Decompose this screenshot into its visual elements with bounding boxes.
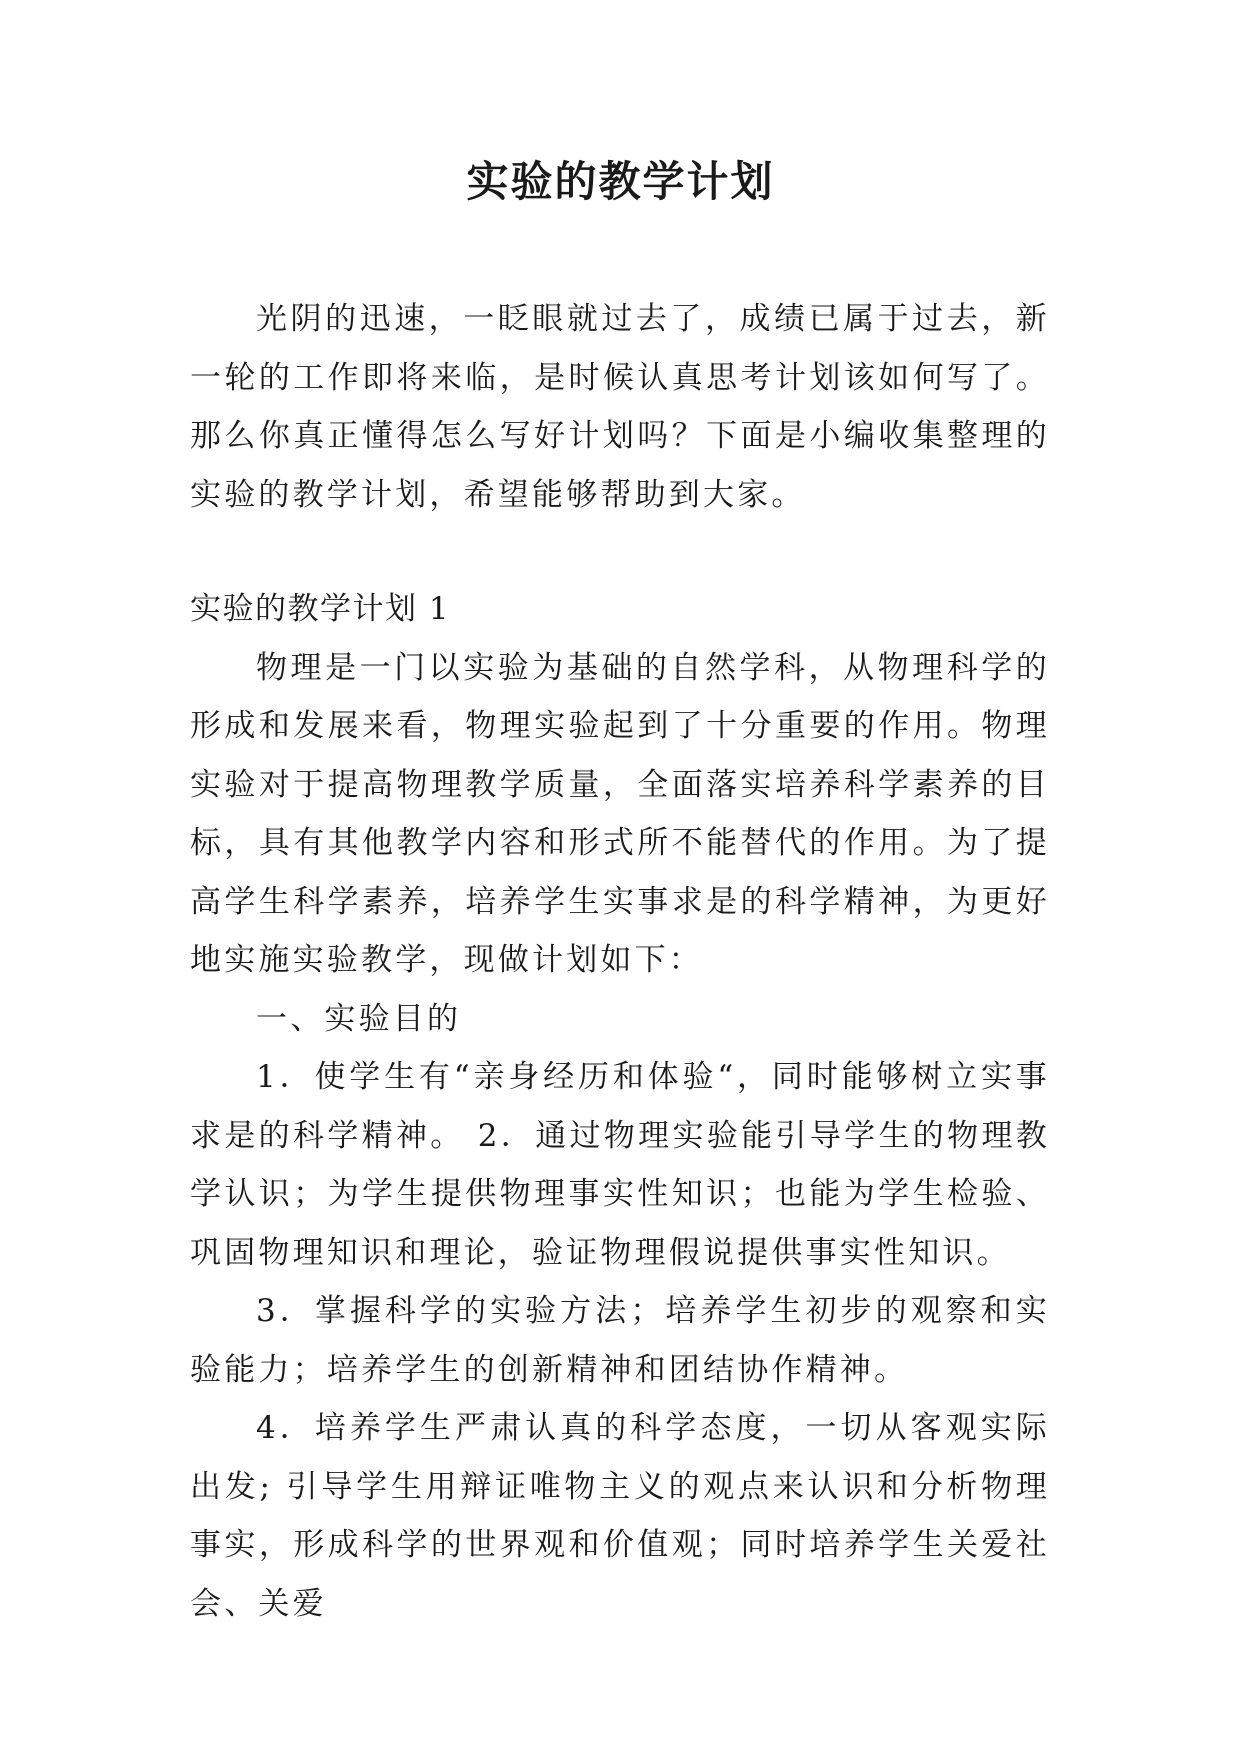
subsection-heading: 一、实验目的: [256, 1000, 462, 1037]
document-title: 实验的教学计划: [466, 157, 775, 206]
intro-block: [190, 290, 1050, 524]
list-item-3: 3．掌握科学的实验方法；培养学生初步的观察和实验能力；培养学生的创新精神和团结协作精神。: [190, 1293, 1050, 1388]
intro-paragraph: 光阴的迅速，一眨眼就过去了，成绩已属于过去，新一轮的工作即将来临，是时候认真思考计划该如何写了。那么你真正懂得怎么写好计划吗？下面是小编收集整理的实验的教学计划，希望能够帮助到大家。: [190, 301, 1050, 513]
section-paragraph: 物理是一门以实验为基础的自然学科，从物理科学的形成和发展来看，物理实验起到了十分重要的作用。物理实验对于提高物理教学质量，全面落实培养科学素养的目标，具有其他教学内容和形式所不能替代的作用。为了提高学生科学素养，培养学生实事求是的科学精神，为更好地实施实验教学，现做计划如下：: [190, 649, 1050, 978]
section-heading: 实验的教学计划 1: [190, 591, 451, 627]
list-item-4: 4．培养学生严肃认真的科学态度，一切从客观实际出发; 引导学生用辩证唯物主义的观点来认识和分析物理事实，形成科学的世界观和价值观；同时培养学生关爱社会、关爱: [190, 1410, 1050, 1622]
section-1: [190, 580, 1050, 1633]
list-item-1-2: 1．使学生有“亲身经历和体验“，同时能够树立实事求是的科学精神。 2．通过物理实验能引导学生的物理教学认识；为学生提供物理事实性知识；也能为学生检验、巩固物理知识和理论，验证物理假说提供事实性知识。: [190, 1059, 1050, 1271]
